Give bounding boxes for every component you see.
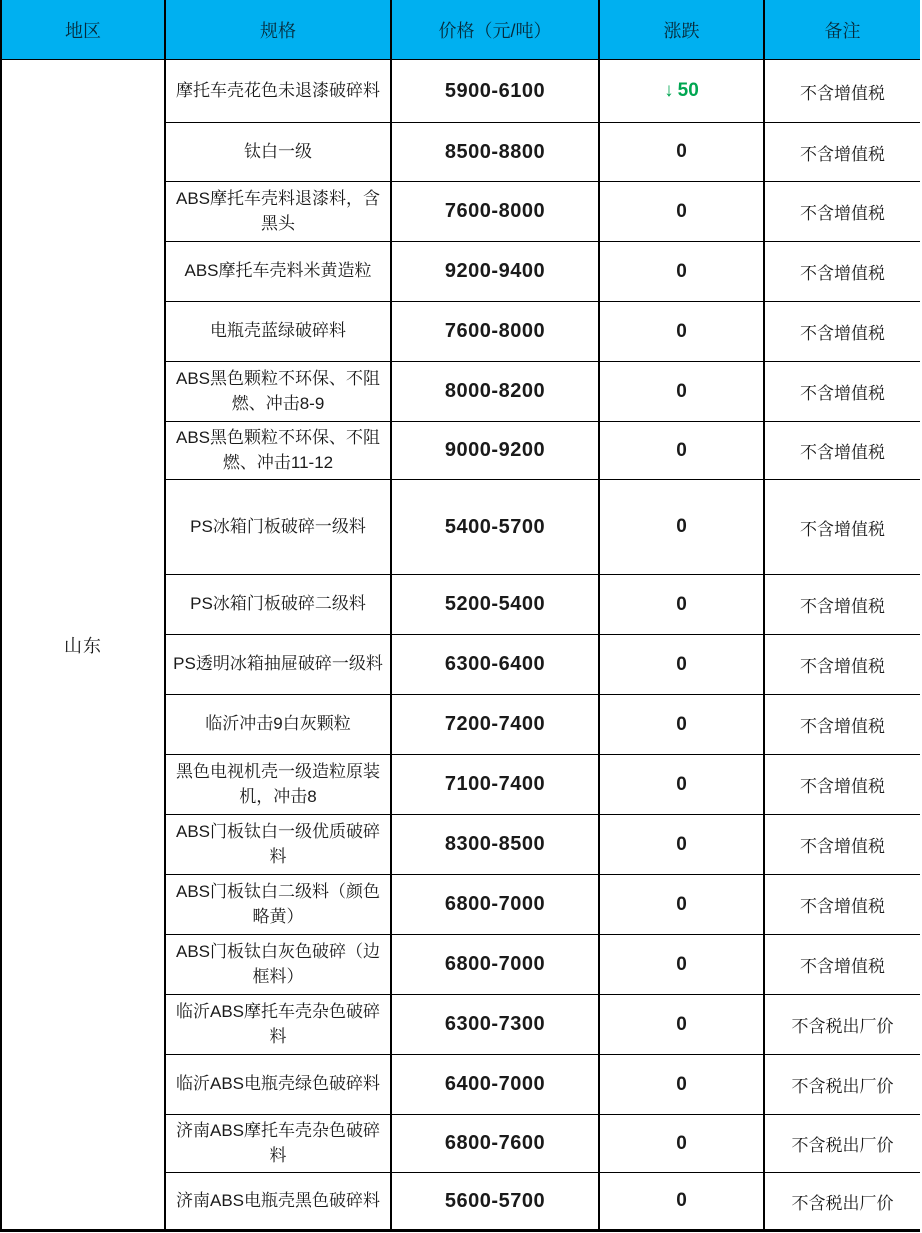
change-cell: 0 (599, 995, 764, 1055)
table-body (1, 60, 920, 1231)
note-cell: 不含税出厂价 (764, 1173, 920, 1231)
price-cell: 8300-8500 (391, 815, 599, 875)
spec-cell: 钛白一级 (165, 123, 391, 182)
price-cell: 6800-7000 (391, 875, 599, 935)
price-cell: 6300-7300 (391, 995, 599, 1055)
change-cell: 0 (599, 935, 764, 995)
spec-cell: ABS摩托车壳料退漆料，含黑头 (165, 182, 391, 242)
price-cell: 6800-7600 (391, 1115, 599, 1173)
spec-cell: PS冰箱门板破碎二级料 (165, 575, 391, 635)
spec-cell: 济南ABS电瓶壳黑色破碎料 (165, 1173, 391, 1231)
price-cell: 8000-8200 (391, 362, 599, 422)
change-cell: 0 (599, 635, 764, 695)
change-cell: 0 (599, 242, 764, 302)
change-cell: 0 (599, 123, 764, 182)
spec-cell: PS冰箱门板破碎一级料 (165, 480, 391, 575)
table-row (1, 60, 920, 123)
spec-cell: 临沂ABS摩托车壳杂色破碎料 (165, 995, 391, 1055)
change-cell: 0 (599, 695, 764, 755)
note-cell: 不含税出厂价 (764, 1055, 920, 1115)
price-cell: 7100-7400 (391, 755, 599, 815)
note-cell: 不含增值税 (764, 815, 920, 875)
change-cell: 0 (599, 422, 764, 480)
note-cell: 不含增值税 (764, 695, 920, 755)
spec-cell: 临沂冲击9白灰颗粒 (165, 695, 391, 755)
change-cell: 0 (599, 875, 764, 935)
spec-cell: 济南ABS摩托车壳杂色破碎料 (165, 1115, 391, 1173)
change-cell: 0 (599, 362, 764, 422)
price-cell: 6800-7000 (391, 935, 599, 995)
price-cell: 9000-9200 (391, 422, 599, 480)
change-cell (599, 60, 764, 123)
spec-cell: PS透明冰箱抽屉破碎一级料 (165, 635, 391, 695)
table-header (1, 0, 920, 60)
spec-cell: 黑色电视机壳一级造粒原装机，冲击8 (165, 755, 391, 815)
change-cell: 0 (599, 1055, 764, 1115)
spec-cell: ABS门板钛白二级料（颜色略黄） (165, 875, 391, 935)
spec-cell: ABS门板钛白灰色破碎（边框料） (165, 935, 391, 995)
spec-cell: 摩托车壳花色未退漆破碎料 (165, 60, 391, 123)
price-cell: 7200-7400 (391, 695, 599, 755)
change-cell: 0 (599, 755, 764, 815)
price-cell: 6300-6400 (391, 635, 599, 695)
change-cell: 0 (599, 1173, 764, 1231)
note-cell: 不含增值税 (764, 935, 920, 995)
down-arrow-icon: ↓ (664, 80, 674, 101)
change-cell: 0 (599, 302, 764, 362)
note-cell: 不含增值税 (764, 755, 920, 815)
header-spec: 规格 (165, 0, 391, 60)
note-cell: 不含增值税 (764, 60, 920, 123)
header-region: 地区 (1, 0, 165, 60)
change-cell: 0 (599, 182, 764, 242)
region-cell: 山东 (1, 60, 165, 1231)
note-cell: 不含增值税 (764, 422, 920, 480)
note-cell: 不含增值税 (764, 575, 920, 635)
note-cell: 不含增值税 (764, 362, 920, 422)
price-cell: 6400-7000 (391, 1055, 599, 1115)
change-cell: 0 (599, 815, 764, 875)
note-cell: 不含税出厂价 (764, 1115, 920, 1173)
spec-cell: 电瓶壳蓝绿破碎料 (165, 302, 391, 362)
header-change: 涨跌 (599, 0, 764, 60)
header-note: 备注 (764, 0, 920, 60)
note-cell: 不含增值税 (764, 635, 920, 695)
change-cell: 0 (599, 575, 764, 635)
price-cell: 5600-5700 (391, 1173, 599, 1231)
note-cell: 不含税出厂价 (764, 995, 920, 1055)
note-cell: 不含增值税 (764, 242, 920, 302)
change-cell: 0 (599, 480, 764, 575)
spec-cell: 临沂ABS电瓶壳绿色破碎料 (165, 1055, 391, 1115)
price-cell: 7600-8000 (391, 302, 599, 362)
price-cell: 8500-8800 (391, 123, 599, 182)
header-price: 价格（元/吨） (391, 0, 599, 60)
note-cell: 不含增值税 (764, 302, 920, 362)
spec-cell: ABS摩托车壳料米黄造粒 (165, 242, 391, 302)
spec-cell: ABS黑色颗粒不环保、不阻燃、冲击8-9 (165, 362, 391, 422)
change-value: 50 (677, 80, 699, 101)
note-cell: 不含增值税 (764, 875, 920, 935)
spec-cell: ABS门板钛白一级优质破碎料 (165, 815, 391, 875)
note-cell: 不含增值税 (764, 480, 920, 575)
price-cell: 7600-8000 (391, 182, 599, 242)
spec-cell: ABS黑色颗粒不环保、不阻燃、冲击11-12 (165, 422, 391, 480)
price-cell: 5900-6100 (391, 60, 599, 123)
note-cell: 不含增值税 (764, 182, 920, 242)
price-cell: 5200-5400 (391, 575, 599, 635)
price-cell: 9200-9400 (391, 242, 599, 302)
price-cell: 5400-5700 (391, 480, 599, 575)
header-row (1, 0, 920, 60)
change-cell: 0 (599, 1115, 764, 1173)
note-cell: 不含增值税 (764, 123, 920, 182)
